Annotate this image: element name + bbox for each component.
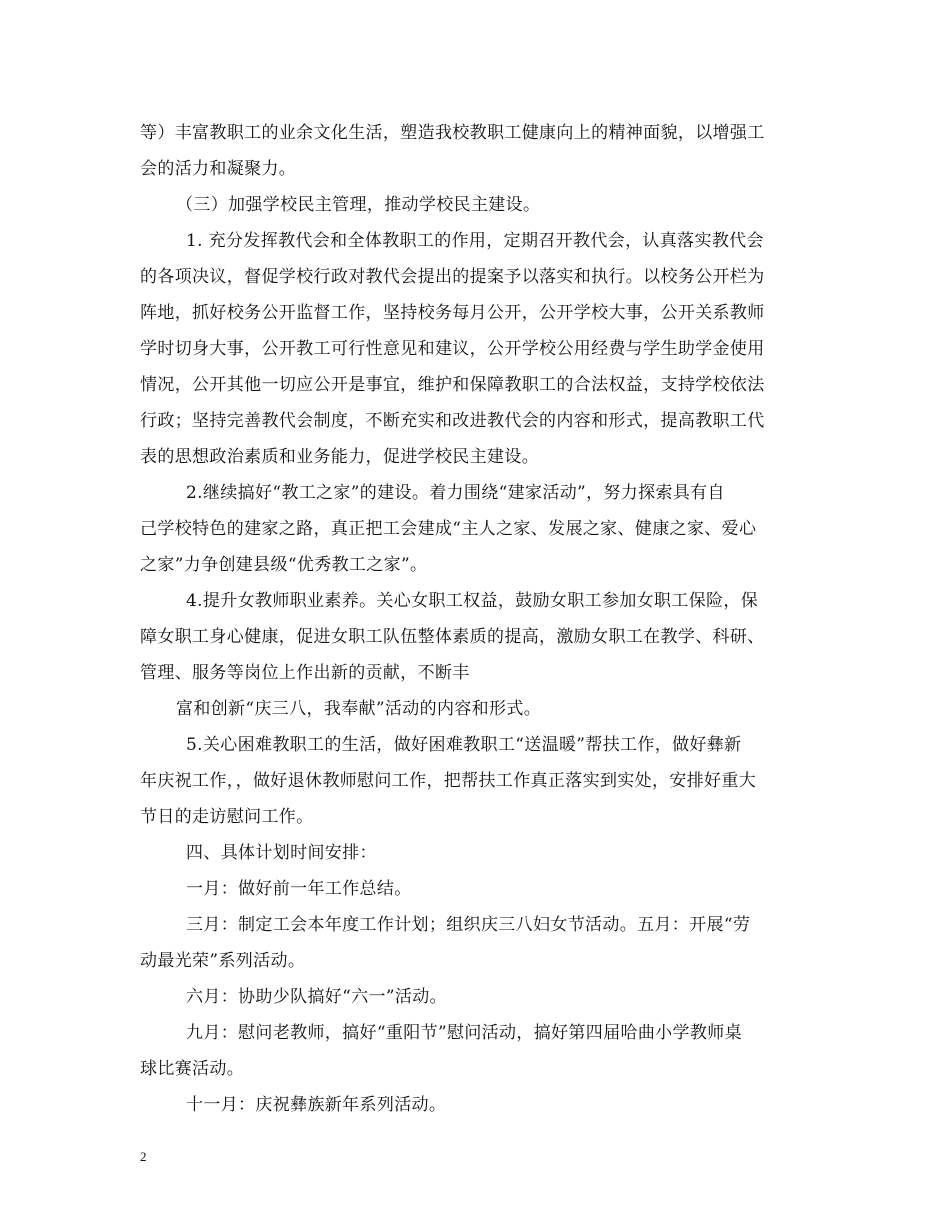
schedule-item-continued: 球比赛活动。 (140, 1059, 245, 1079)
paragraph-line: 4.提升女教师职业素养。关心女职工权益，鼓励女职工参加女职工保险，保 (186, 591, 759, 611)
schedule-item: 一月：做好前一年工作总结。 (186, 879, 412, 899)
paragraph-line: 等）丰富教职工的业余文化生活，塑造我校教职工健康向上的精神面貌，以增强工 (140, 123, 765, 143)
paragraph-line: 障女职工身心健康，促进女职工队伍整体素质的提高，激励女职工在教学、科研、 (140, 627, 765, 647)
section-heading: （三）加强学校民主管理，推动学校民主建设。 (176, 195, 541, 215)
paragraph-line: 的各项决议，督促学校行政对教代会提出的提案予以落实和执行。以校务公开栏为 (140, 267, 765, 287)
paragraph-line: 学时切身大事，公开教工可行性意见和建议，公开学校公用经费与学生助学金使用 (140, 339, 765, 359)
paragraph-line: 2.继续搞好“教工之家”的建设。着力围绕“建家活动”，努力探索具有自 (186, 483, 725, 503)
paragraph-line: 年庆祝工作，，做好退休教师慰问工作，把帮扶工作真正落实到实处，安排好重大 (140, 771, 757, 791)
paragraph-line: 行政；坚持完善教代会制度，不断充实和改进教代会的内容和形式，提高教职工代 (140, 411, 765, 431)
paragraph-line: 表的思想政治素质和业务能力，促进学校民主建设。 (140, 447, 540, 467)
paragraph-line: 5.关心困难教职工的生活，做好困难教职工“送温暖”帮扶工作，做好彝新 (186, 735, 742, 755)
paragraph-line: 情况，公开其他一切应公开是事宜，维护和保障教职工的合法权益，支持学校依法 (140, 375, 765, 395)
paragraph-line: 己学校特色的建家之路，真正把工会建成“主人之家、发展之家、健康之家、爱心 (140, 519, 757, 539)
paragraph-line: 会的活力和凝聚力。 (140, 159, 297, 179)
paragraph-line: 节日的走访慰问工作。 (140, 807, 314, 827)
page-number: 2 (140, 1149, 147, 1164)
section-heading: 四、具体计划时间安排： (186, 843, 377, 863)
schedule-item: 十一月：庆祝彝族新年系列活动。 (186, 1095, 447, 1115)
paragraph-line: 阵地，抓好校务公开监督工作，坚持校务每月公开，公开学校大事，公开关系教师 (140, 303, 765, 323)
paragraph-line: 1. 充分发挥教代会和全体教职工的作用，定期召开教代会，认真落实教代会 (186, 231, 764, 251)
schedule-item: 九月：慰问老教师，搞好“重阳节”慰问活动，搞好第四届哈曲小学教师桌 (186, 1023, 742, 1043)
paragraph-line: 富和创新“庆三八，我奉献”活动的内容和形式。 (176, 699, 542, 719)
paragraph-line: 管理、服务等岗位上作出新的贡献，不断丰 (140, 663, 470, 683)
paragraph-line: 之家”力争创建县级“优秀教工之家”。 (140, 555, 428, 575)
schedule-item: 六月：协助少队搞好“六一”活动。 (186, 987, 447, 1007)
schedule-item-continued: 动最光荣”系列活动。 (140, 951, 306, 971)
schedule-item: 三月：制定工会本年度工作计划；组织庆三八妇女节活动。五月：开展“劳 (186, 915, 751, 935)
